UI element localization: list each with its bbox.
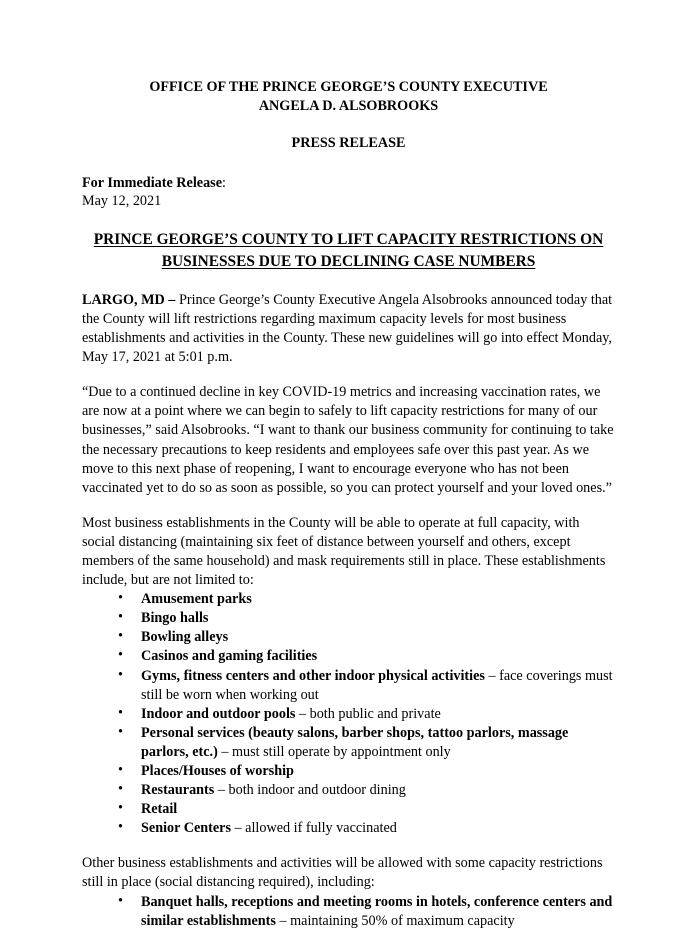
list-item (118, 762, 615, 781)
paragraph-dateline (82, 291, 615, 367)
list-item (118, 609, 615, 628)
paragraph-quote: “Due to a continued decline in key COVID-19 metrics and increasing vaccination rates, we are now at a point where we can begin to safely to lift capacity restrictions for many of our businesses,” said Alsobrooks. “I want to thank our business community for continuing to take the necessary precautions to keep residents and employees safe over this past year. As we move to this next phase of reopening, I want to encourage everyone who has not been vaccinated yet to do so as soon as possible, so you can protect yourself and your loved ones.” (82, 384, 614, 496)
list-item (118, 724, 615, 762)
list-item (118, 647, 615, 666)
paragraph-full-capacity-intro: Most business establishments in the County will be able to operate at full capacity, with social distancing (maintaining six feet of distance between yourself and others, except members of the same household) and mask requirements still in place. These establishments include, but are not limited to: (82, 514, 606, 589)
paragraph-restricted-intro: Other business establishments and activities will be allowed with some capacity restrictions still in place (social distancing required), including: (82, 855, 603, 891)
list-item (118, 893, 615, 931)
list-item-rest: – both indoor and outdoor dining (214, 782, 406, 799)
list-item-bold: Casinos and gaming facilities (141, 648, 318, 665)
list-item-bold: Bowling alleys (141, 629, 229, 646)
list-item (118, 800, 615, 819)
list-item-bold: Gyms, fitness centers and other indoor physical activities (141, 667, 485, 684)
list-item-rest: – face coverings must still be worn when working out (141, 667, 613, 703)
list-item-rest: – both public and private (295, 705, 441, 722)
page-title-line-1: PRINCE GEORGE’S COUNTY TO LIFT CAPACITY RESTRICTIONS ON (93, 231, 604, 249)
page-title-line-2: BUSINESSES DUE TO DECLINING CASE NUMBERS (161, 252, 536, 270)
list-item-bold: Personal services (beauty salons, barber shops, tattoo parlors, massage parlors, etc.) (141, 724, 569, 760)
immediate-release-label: For Immediate Release (82, 175, 222, 192)
dateline: LARGO, MD – (82, 291, 176, 308)
list-item (118, 819, 615, 838)
list-item-rest: – must still operate by appointment only (217, 743, 451, 760)
immediate-release-line (82, 174, 615, 193)
list-item-rest: – allowed if fully vaccinated (230, 820, 397, 837)
full-capacity-list (82, 590, 615, 838)
list-item (118, 705, 615, 724)
list-item-bold: Retail (141, 801, 178, 818)
press-release-label: PRESS RELEASE (291, 135, 406, 152)
page-title (82, 229, 615, 272)
header-office-line: OFFICE OF THE PRINCE GEORGE’S COUNTY EXECUTIVE (149, 79, 548, 95)
list-item-bold: Amusement parks (141, 591, 252, 608)
list-item-bold: Restaurants (141, 782, 215, 799)
list-item (118, 667, 615, 705)
list-item-bold: Indoor and outdoor pools (141, 705, 296, 722)
restricted-capacity-list (82, 893, 615, 931)
header-executive-line: ANGELA D. ALSOBROOKS (258, 97, 439, 114)
list-item-bold: Senior Centers (141, 820, 231, 837)
list-item (118, 628, 615, 647)
list-item-bold: Bingo halls (141, 610, 209, 627)
paragraph-1-text: Prince George’s County Executive Angela Alsobrooks announced today that the County will lift restrictions regarding maximum capacity levels for most business establishments and activities in the County. These new guidelines will go into effect Monday, May 17, 2021 at 5:01 p.m. (82, 291, 613, 366)
document-header (82, 78, 615, 115)
list-item-bold: Places/Houses of worship (141, 763, 294, 779)
list-item (118, 781, 615, 800)
list-item (118, 590, 615, 609)
list-item-rest: – maintaining 50% of maximum capacity (275, 912, 515, 929)
immediate-release-colon: : (222, 175, 226, 192)
release-date: May 12, 2021 (82, 193, 162, 210)
list-item-bold: Banquet halls, receptions and meeting rooms in hotels, conference centers and similar establishments (141, 893, 613, 929)
